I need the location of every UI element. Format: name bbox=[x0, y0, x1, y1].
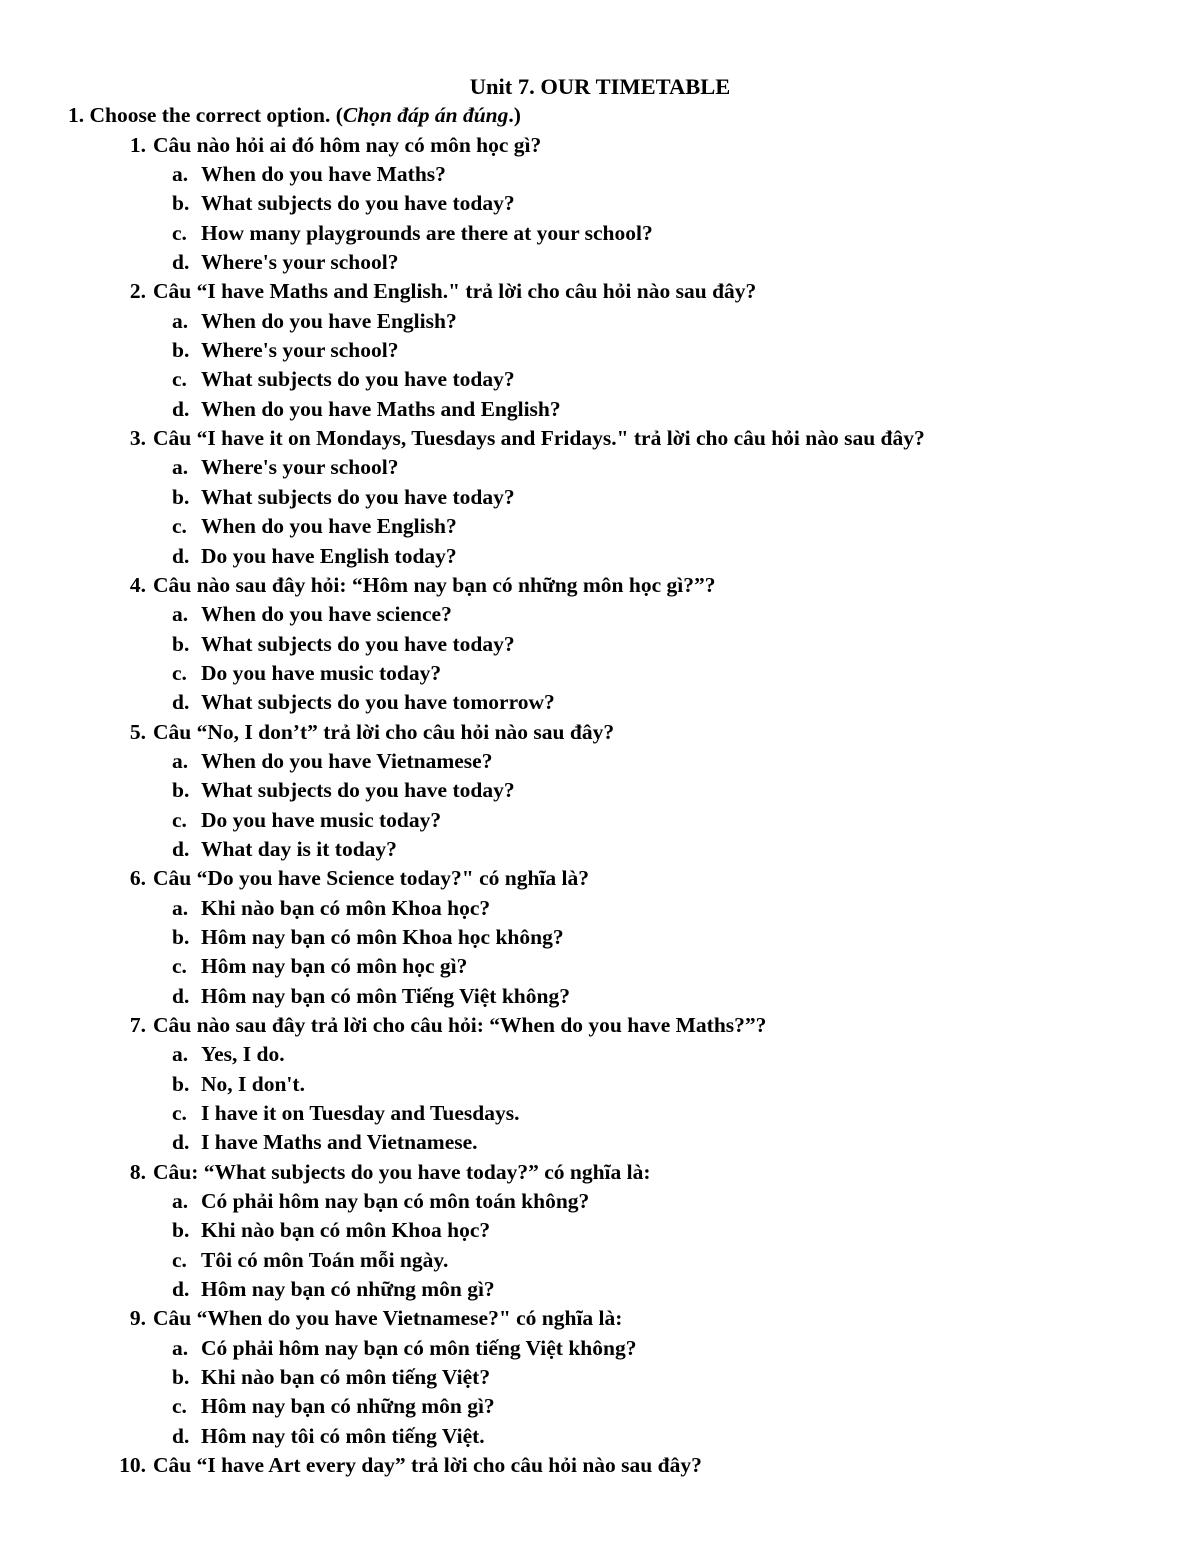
option-letter: c. bbox=[172, 220, 187, 245]
option-text: Có phải hôm nay bạn có môn toán không? bbox=[201, 1189, 590, 1214]
option-text: Where's your school? bbox=[201, 338, 399, 363]
option-line bbox=[0, 453, 1200, 482]
option-text: What subjects do you have tomorrow? bbox=[201, 690, 555, 715]
option-line bbox=[0, 365, 1200, 394]
option-line bbox=[0, 835, 1200, 864]
option-line bbox=[0, 894, 1200, 923]
option-letter: a. bbox=[172, 1189, 189, 1214]
option-text: How many playgrounds are there at your school? bbox=[201, 220, 653, 245]
option-text: Do you have English today? bbox=[201, 543, 457, 568]
option-text: What subjects do you have today? bbox=[201, 191, 515, 216]
option-line bbox=[0, 512, 1200, 541]
option-letter: d. bbox=[172, 690, 190, 715]
option-text: No, I don't. bbox=[201, 1071, 305, 1096]
question-header bbox=[0, 571, 1200, 600]
option-line bbox=[0, 1216, 1200, 1245]
option-line bbox=[0, 1392, 1200, 1421]
option-line bbox=[0, 483, 1200, 512]
option-letter: a. bbox=[172, 1335, 189, 1360]
question-number: 2. bbox=[129, 279, 146, 304]
option-letter: c. bbox=[172, 367, 187, 392]
option-text: When do you have Maths? bbox=[201, 162, 446, 187]
option-line bbox=[0, 747, 1200, 776]
option-letter: c. bbox=[172, 660, 187, 685]
option-letter: a. bbox=[172, 602, 189, 627]
option-letter: c. bbox=[172, 807, 187, 832]
question-text: Câu “When do you have Vietnamese?" có nghĩa là: bbox=[153, 1306, 623, 1331]
option-line bbox=[0, 659, 1200, 688]
option-letter: a. bbox=[172, 748, 189, 773]
option-text: When do you have English? bbox=[201, 514, 457, 539]
option-line bbox=[0, 336, 1200, 365]
option-text: Hôm nay bạn có những môn gì? bbox=[201, 1277, 495, 1302]
question-text: Câu “I have it on Mondays, Tuesdays and Fridays." trả lời cho câu hỏi nào sau đây? bbox=[153, 426, 925, 451]
option-line bbox=[0, 1334, 1200, 1363]
option-line bbox=[0, 776, 1200, 805]
option-text: When do you have science? bbox=[201, 602, 452, 627]
option-text: Do you have music today? bbox=[201, 660, 442, 685]
option-line bbox=[0, 688, 1200, 717]
option-letter: b. bbox=[172, 1218, 190, 1243]
option-text: Hôm nay bạn có môn Tiếng Việt không? bbox=[201, 983, 570, 1008]
question-number: 10. bbox=[119, 1453, 146, 1478]
option-line bbox=[0, 630, 1200, 659]
option-letter: a. bbox=[172, 455, 189, 480]
option-text: Hôm nay bạn có những môn gì? bbox=[201, 1394, 495, 1419]
option-line bbox=[0, 923, 1200, 952]
option-line bbox=[0, 248, 1200, 277]
option-text: Hôm nay bạn có môn học gì? bbox=[201, 954, 468, 979]
option-text: Khi nào bạn có môn Khoa học? bbox=[201, 1218, 491, 1243]
option-text: Where's your school? bbox=[201, 455, 399, 480]
option-letter: d. bbox=[172, 1130, 190, 1155]
section-heading-suffix: .) bbox=[508, 103, 521, 128]
question-number: 3. bbox=[129, 426, 146, 451]
question-header bbox=[0, 718, 1200, 747]
option-line bbox=[0, 395, 1200, 424]
option-letter: c. bbox=[172, 1101, 187, 1126]
question-header bbox=[0, 1158, 1200, 1187]
option-letter: a. bbox=[172, 308, 189, 333]
option-line bbox=[0, 1246, 1200, 1275]
question-header bbox=[0, 1304, 1200, 1333]
option-text: Tôi có môn Toán mỗi ngày. bbox=[201, 1247, 449, 1272]
option-line bbox=[0, 806, 1200, 835]
option-letter: d. bbox=[172, 836, 190, 861]
question-header bbox=[0, 277, 1200, 306]
question-text: Câu “No, I don’t” trả lời cho câu hỏi nào sau đây? bbox=[153, 719, 615, 744]
option-line bbox=[0, 1040, 1200, 1069]
question-text: Câu nào sau đây trả lời cho câu hỏi: “When do you have Maths?”? bbox=[153, 1013, 767, 1037]
option-letter: c. bbox=[172, 954, 187, 979]
question-number: 5. bbox=[129, 719, 146, 744]
option-text: When do you have Maths and English? bbox=[201, 396, 561, 421]
option-line bbox=[0, 1099, 1200, 1128]
option-text: Khi nào bạn có môn Khoa học? bbox=[201, 895, 491, 920]
option-text: What subjects do you have today? bbox=[201, 631, 515, 656]
option-letter: b. bbox=[172, 1365, 190, 1390]
option-text: Where's your school? bbox=[201, 250, 399, 275]
option-text: I have it on Tuesday and Tuesdays. bbox=[201, 1101, 520, 1126]
question-text: Câu “I have Art every day” trả lời cho câu hỏi nào sau đây? bbox=[153, 1453, 702, 1478]
option-text: What subjects do you have today? bbox=[201, 778, 515, 803]
option-letter: c. bbox=[172, 1394, 187, 1419]
question-text: Câu nào hỏi ai đó hôm nay có môn học gì? bbox=[153, 132, 542, 157]
option-text: Có phải hôm nay bạn có môn tiếng Việt không? bbox=[201, 1335, 637, 1360]
section-heading-prefix: 1. Choose the correct option. ( bbox=[68, 103, 343, 128]
option-text: Khi nào bạn có môn tiếng Việt? bbox=[201, 1365, 491, 1390]
option-line bbox=[0, 1275, 1200, 1304]
option-line bbox=[0, 1187, 1200, 1216]
option-letter: b. bbox=[172, 778, 190, 803]
option-letter: b. bbox=[172, 338, 190, 363]
question-number: 4. bbox=[129, 572, 146, 597]
option-line bbox=[0, 542, 1200, 571]
option-text: What subjects do you have today? bbox=[201, 484, 515, 509]
option-text: When do you have English? bbox=[201, 308, 457, 333]
option-letter: a. bbox=[172, 895, 189, 920]
option-line bbox=[0, 1363, 1200, 1392]
option-text: Yes, I do. bbox=[201, 1042, 285, 1067]
question-number: 9. bbox=[129, 1306, 146, 1331]
option-line bbox=[0, 160, 1200, 189]
option-letter: b. bbox=[172, 631, 190, 656]
option-line bbox=[0, 1422, 1200, 1451]
option-letter: b. bbox=[172, 1071, 190, 1096]
question-number: 7. bbox=[129, 1013, 146, 1037]
question-header bbox=[0, 1451, 1200, 1480]
option-line bbox=[0, 1128, 1200, 1157]
option-letter: b. bbox=[172, 924, 190, 949]
option-line bbox=[0, 307, 1200, 336]
option-letter: d. bbox=[172, 396, 190, 421]
question-header bbox=[0, 1011, 1200, 1040]
option-text: Hôm nay tôi có môn tiếng Việt. bbox=[201, 1423, 485, 1448]
option-letter: d. bbox=[172, 983, 190, 1008]
question-header bbox=[0, 131, 1200, 160]
question-number: 1. bbox=[129, 132, 146, 157]
question-header bbox=[0, 864, 1200, 893]
option-letter: d. bbox=[172, 250, 190, 275]
question-header bbox=[0, 424, 1200, 453]
option-line bbox=[0, 952, 1200, 981]
option-line bbox=[0, 219, 1200, 248]
question-text: Câu nào sau đây hỏi: “Hôm nay bạn có những môn học gì?”? bbox=[153, 572, 716, 597]
question-number: 8. bbox=[129, 1159, 146, 1184]
section-heading bbox=[0, 101, 1200, 130]
option-text: What day is it today? bbox=[201, 836, 397, 861]
option-letter: b. bbox=[172, 484, 190, 509]
option-letter: a. bbox=[172, 162, 189, 187]
option-text: Hôm nay bạn có môn Khoa học không? bbox=[201, 924, 564, 949]
option-line bbox=[0, 982, 1200, 1011]
option-line bbox=[0, 1070, 1200, 1099]
option-letter: c. bbox=[172, 514, 187, 539]
option-letter: a. bbox=[172, 1042, 189, 1067]
question-text: Câu “Do you have Science today?" có nghĩa là? bbox=[153, 866, 589, 891]
option-letter: d. bbox=[172, 1423, 190, 1448]
option-line bbox=[0, 189, 1200, 218]
page-title: Unit 7. OUR TIMETABLE bbox=[469, 74, 731, 99]
question-text: Câu: “What subjects do you have today?” có nghĩa là: bbox=[153, 1159, 651, 1184]
option-letter: c. bbox=[172, 1247, 187, 1272]
option-text: When do you have Vietnamese? bbox=[201, 748, 493, 773]
question-number: 6. bbox=[129, 866, 146, 891]
option-text: What subjects do you have today? bbox=[201, 367, 515, 392]
option-text: Do you have music today? bbox=[201, 807, 442, 832]
option-letter: d. bbox=[172, 1277, 190, 1302]
option-letter: b. bbox=[172, 191, 190, 216]
section-heading-instruction: Chọn đáp án đúng bbox=[342, 103, 509, 128]
question-text: Câu “I have Maths and English." trả lời cho câu hỏi nào sau đây? bbox=[153, 279, 757, 304]
option-line bbox=[0, 600, 1200, 629]
option-letter: d. bbox=[172, 543, 190, 568]
option-text: I have Maths and Vietnamese. bbox=[201, 1130, 478, 1155]
